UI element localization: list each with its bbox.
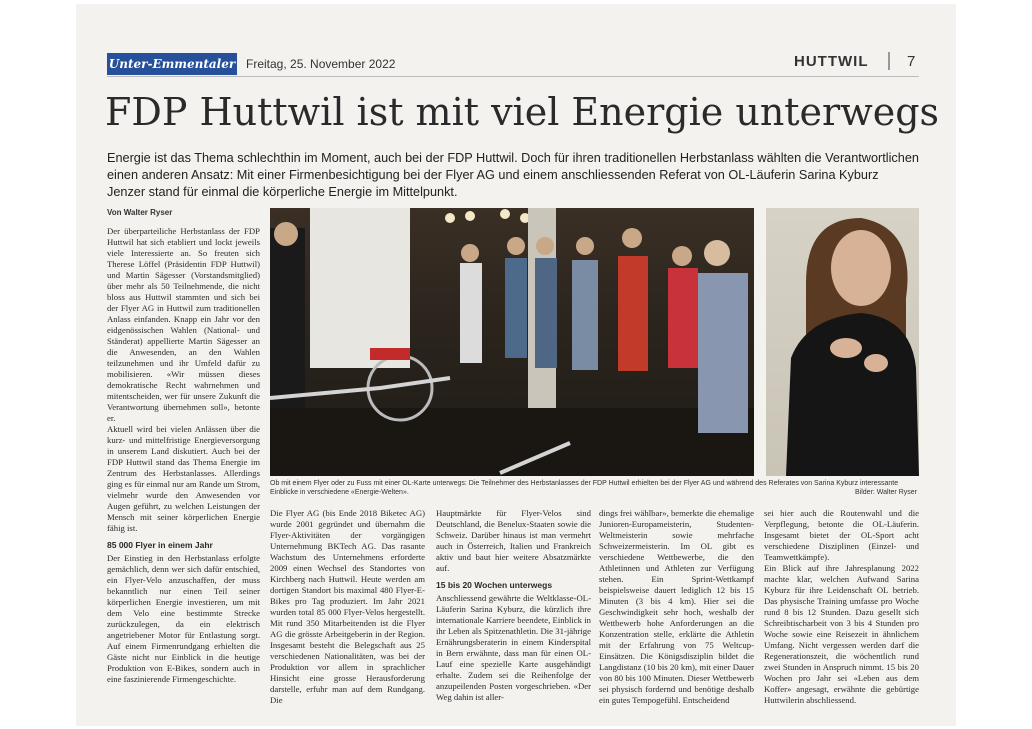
- section-name: HUTTWIL: [794, 53, 869, 70]
- paragraph: Der Einstieg in den Herbstanlass erfolgte gemächlich, denn wer sich dafür entschied, ein Flyer-Velo anzuschaffen, der muss bekanntlich nur einen Teil seiner körperlichen Energie investieren, um mit dem Velo eine bestimmte Strecke zurückzulegen, da ein elektrisch angetriebener Motor für Entlastung sorgt. Auf einem Firmenrundgang erhielten die Gäste nicht nur Einblick in die heutige Produktion von E-Bikes, sondern auch in eine faszinierende Firmengeschichte.: [107, 553, 260, 684]
- text-column-5: [764, 508, 919, 726]
- masthead-logo: Unter-Emmentaler: [107, 53, 237, 75]
- text-column-1: [107, 226, 260, 726]
- subheading: 15 bis 20 Wochen unterwegs: [436, 580, 553, 590]
- page-number: 7: [907, 53, 916, 70]
- photo-caption: Ob mit einem Flyer oder zu Fuss mit einer OL-Karte unterwegs: Die Teilnehmer des Herbstanlasses der FDP Huttwil erhielten bei der Flyer AG und während des Referates von Sarina Kyburz interessante Einblicke in verschiedene «Energie-Welten».: [270, 480, 899, 496]
- paragraph: Der überparteiliche Herbstanlass der FDP Huttwil hat sich etabliert und lockt jeweils viele Interessierte an. So freuten sich Therese Löffel (Präsidentin FDP Huttwil) und Martin Sägesser (Vorstandsmitglied) über mehr als 50 Teilnehmende, die nicht bloss aus Huttwil stammten und sich bei der Flyer AG in Huttwil zum traditionellen Anlass einfanden. Knapp ein Jahr vor den eidgenössischen Wahlen (National- und Ständerat) appellierte Martin Sägesser an die Anwesenden, an den Wahlen teilzunehmen und ihr Umfeld dafür zu mobilisieren. «Wir müssen dieses demokratische Recht wahrnehmen und mitentscheiden, wer für unsere Zukunft die Verantwortung übernehmen soll», betonte er.: [107, 226, 260, 423]
- paragraph: Aktuell wird bei vielen Anlässen über die kurz- und mittelfristige Energieversorgung in unserem Land diskutiert. Auch bei der FDP Huttwil stand das Thema Energie im Zentrum des Herbstanlasses. Allerdings ging es für einmal nur am Rande um Strom, vielmehr wurde den Anwesenden vor Augen geführt, zu welchen Leistungen der Mensch mit seiner körperlichen Energie fähig ist.: [107, 424, 260, 533]
- text-column-4: [599, 508, 754, 726]
- issue-date: Freitag, 25. November 2022: [246, 57, 396, 71]
- paragraph: Ein Blick auf ihre Jahresplanung 2022 machte klar, welchen Aufwand Sarina Kyburz für ihre Leidenschaft OL betrieb. Das physische Training umfasse pro Woche rund 8 bis 12 Stunden. Dazu gesellt sich Schreibtischarbeit von 3 bis 4 Stunden pro Woche sowie eine Reisezeit in ähnlichem Umfang. Nicht vergessen werden darf die Regenerationszeit, die wöchentlich rund zwei Stunden in Anspruch nimmt. 15 bis 20 Wochen pro Jahr sei «Leben aus dem Koffer» angesagt, erwähnte die gebürtige Huttwilerin abschliessend.: [764, 563, 919, 705]
- paragraph: Anschliessend gewährte die Weltklasse-OL-Läuferin Sarina Kyburz, die kürzlich ihre internationale Karriere beendete, Einblick in ihr Leben als Spitzenathletin. Die 31-jährige Ernährungsberaterin in einem Kinderspital in Bern erwähnte, dass man für einen OL-Lauf eine spezielle Karte ausgehändigt erhalte. Zudem sei die Reihenfolge der anzupeilenden Posten vorgeschrieben. «Der Weg dahin ist aller-: [436, 593, 591, 702]
- speaker-photo-illustration: [766, 208, 919, 476]
- byline: Von Walter Ryser: [107, 208, 173, 217]
- paragraph: Die Flyer AG (bis Ende 2018 Biketec AG) wurde 2001 gegründet und übernahm die Flyer-Aktivitäten der vorgängigen Unternehmung BKTech AG. Das rasante Wachstum des Unternehmens erforderte 2009 einen Wechsel des Standortes von Kirchberg nach Huttwil. Heute werden am dortigen Standort bis maximal 480 Flyer-E-Bikes pro Tag produziert. Im Jahr 2021 wurden total 85 000 Flyer-Velos hergestellt. Mit rund 350 Mitarbeitenden ist die Flyer AG die grösste Arbeitgeberin in der Region. Insgesamt besteht die Belegschaft aus 25 verschiedenen Nationalitäten, was bei der Produktion vor allem in sprachlicher Hinsicht eine grosse Herausforderung darstelle, erfuhr man auf dem Rundgang. Die: [270, 508, 425, 705]
- paragraph: Hauptmärkte für Flyer-Velos sind Deutschland, die Benelux-Staaten sowie die Schweiz. Darüber hinaus ist man vermehrt auch in Österreich, Italien und Frankreich aktiv und baut hier weitere Absatzmärkte auf.: [436, 508, 591, 573]
- group-photo: [270, 208, 754, 476]
- header-rule: [107, 76, 919, 77]
- article-headline: FDP Huttwil ist mit viel Energie unterwegs: [105, 90, 940, 134]
- speaker-photo: [766, 208, 919, 476]
- subheading: 85 000 Flyer in einem Jahr: [107, 540, 213, 550]
- group-photo-illustration: [270, 208, 754, 476]
- photo-credit: Bilder: Walter Ryser: [855, 489, 917, 496]
- header-separator: [888, 52, 890, 70]
- paragraph: sei hier auch die Routenwahl und die Verpflegung, betonte die OL-Läuferin. Insgesamt bietet der OL-Sport acht verschiedene Disziplinen (Einzel- und Teamwettkämpfe).: [764, 508, 919, 562]
- text-column-3: [436, 508, 591, 726]
- article-lead: Energie ist das Thema schlechthin im Moment, auch bei der FDP Huttwil. Doch für ihren traditionellen Herbstanlass wählten die Verantwortlichen einen anderen Ansatz: Mit einer Firmenbesichtigung bei der Flyer AG und einem anschliessenden Referat von OL-Läuferin Sarina Kyburz Jenzer stand für einmal die körperliche Energie im Mittelpunkt.: [107, 151, 919, 199]
- text-column-2: [270, 508, 425, 726]
- paragraph: dings frei wählbar», bemerkte die ehemalige Junioren-Europameisterin, Studenten-Weltmeisterin sowie mehrfache Schweizermeisterin. Im OL gibt es verschiedene Wettbewerbe, die den Athletinnen und Athleten zur Verfügung stehen. Ein Sprint-Wettkampf beispielsweise dauert lediglich 12 bis 15 Minuten (3 bis 4 km). Hier sei die Geschwindigkeit sehr hoch, weshalb der Wettbewerb hohe Anforderungen an die Konzentration stelle, erklärte die Athletin mit der Erfahrung von 75 Weltcup-Einsätzen. Die Königsdisziplin bildet die Langdistanz (10 bis 20 km), mit einer Dauer von 80 bis 100 Minuten. Dieser Wettbewerb sei physisch fordernd und benötige deshalb ein gutes Tempogefühl. Entscheidend: [599, 508, 754, 705]
